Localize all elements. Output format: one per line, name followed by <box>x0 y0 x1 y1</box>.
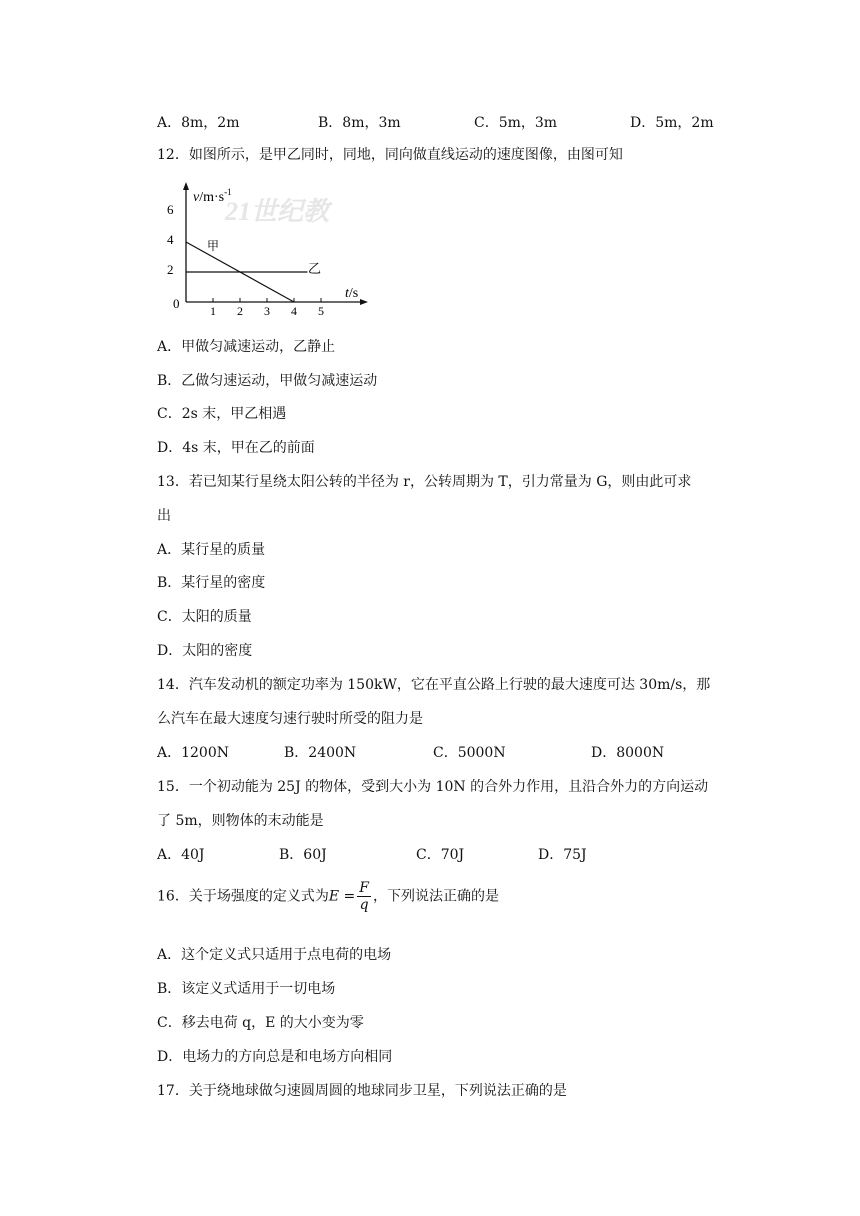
q11-option-b: B．8m，3m <box>318 115 401 131</box>
q11-option-a: A．8m，2m <box>157 115 240 131</box>
q13-option-b: B．某行星的密度 <box>157 575 266 591</box>
q13-stem-line2: 出 <box>157 508 171 524</box>
q14-option-c: C．5000N <box>433 745 506 761</box>
q15-option-d: D．75J <box>538 847 587 863</box>
q16-formula-denominator: q <box>359 897 369 913</box>
q12-option-b: B．乙做匀速运动，甲做匀减速运动 <box>157 373 378 389</box>
q16-formula-numerator: F <box>359 880 369 896</box>
q13-option-a: A．某行星的质量 <box>157 542 266 558</box>
q11-option-d: D．5m，2m <box>630 115 714 131</box>
q12-option-d: D．4s 末，甲在乙的前面 <box>157 440 315 456</box>
q14-stem-line1: 14．汽车发动机的额定功率为 150kW，它在平直公路上行驶的最大速度可达 30m/s，那 <box>157 677 711 693</box>
q13-option-d: D．太阳的密度 <box>157 643 253 659</box>
x-tick-label: 3 <box>264 304 270 318</box>
q14-option-a: A．1200N <box>157 745 229 761</box>
y-tick-label: 2 <box>167 262 174 277</box>
x-tick-label: 2 <box>237 304 243 318</box>
q16-stem-prefix: 16．关于场强度的定义式为 <box>157 888 329 905</box>
q16-option-b: B．该定义式适用于一切电场 <box>157 981 336 997</box>
q12-option-a: A．甲做匀减速运动，乙静止 <box>157 339 336 355</box>
q11-option-c: C．5m，3m <box>474 115 558 131</box>
q14-option-b: B．2400N <box>284 745 357 761</box>
q15-option-c: C．70J <box>416 847 465 863</box>
q14-stem-line2: 么汽车在最大速度匀速行驶时所受的阻力是 <box>157 711 423 727</box>
q16-option-a: A．这个定义式只适用于点电荷的电场 <box>157 947 392 963</box>
q15-option-b: B．60J <box>279 847 327 863</box>
q16-formula-fraction <box>357 880 371 913</box>
q15-stem-line2: 了 5m，则物体的末动能是 <box>157 813 324 829</box>
q16-formula-lhs: E = <box>328 888 356 905</box>
x-tick-label: 4 <box>291 304 297 318</box>
q17-stem: 17．关于绕地球做匀速圆周圆的地球同步卫星，下列说法正确的是 <box>157 1083 567 1099</box>
q12-velocity-time-graph <box>155 178 380 323</box>
x-axis-title <box>345 286 358 301</box>
q12-stem: 12．如图所示，是甲乙同时，同地，同向做直线运动的速度图像，由图可知 <box>157 147 623 163</box>
y-axis-arrow-icon <box>183 182 189 190</box>
x-tick-label: 1 <box>210 304 216 318</box>
y-axis-title-v: v <box>193 190 200 205</box>
q16-option-c: C．移去电荷 q，E 的大小变为零 <box>157 1015 364 1031</box>
x-axis-title-unit: /s <box>348 286 359 301</box>
series-yi-label: 乙 <box>308 261 322 276</box>
q13-option-c: C．太阳的质量 <box>157 609 252 625</box>
y-tick-label: 6 <box>167 202 174 217</box>
y-axis-title-unit: /m·s <box>199 190 225 205</box>
q12-option-c: C．2s 末，甲乙相遇 <box>157 406 287 422</box>
q16-option-d: D．电场力的方向总是和电场方向相同 <box>157 1049 393 1065</box>
q13-stem-line1: 13．若已知某行星绕太阳公转的半径为 r，公转周期为 T，引力常量为 G，则由此可求 <box>157 474 692 490</box>
y-tick-label: 4 <box>167 232 174 247</box>
series-jia-label: 甲 <box>207 239 220 253</box>
q14-option-d: D．8000N <box>591 745 665 761</box>
watermark-text: 21世纪教 <box>225 197 330 226</box>
y-axis-title-exponent: -1 <box>224 187 232 197</box>
q16-stem <box>157 880 499 913</box>
q15-stem-line1: 15．一个初动能为 25J 的物体，受到大小为 10N 的合外力作用，且沿合外力的方向运动 <box>157 779 709 795</box>
x-tick-label: 5 <box>318 304 324 318</box>
q15-option-a: A．40J <box>157 847 205 863</box>
x-axis-title-t: t <box>345 286 349 301</box>
origin-label: 0 <box>173 296 180 311</box>
q16-stem-suffix: ，下列说法正确的是 <box>372 888 499 905</box>
x-axis-arrow-icon <box>360 299 368 305</box>
